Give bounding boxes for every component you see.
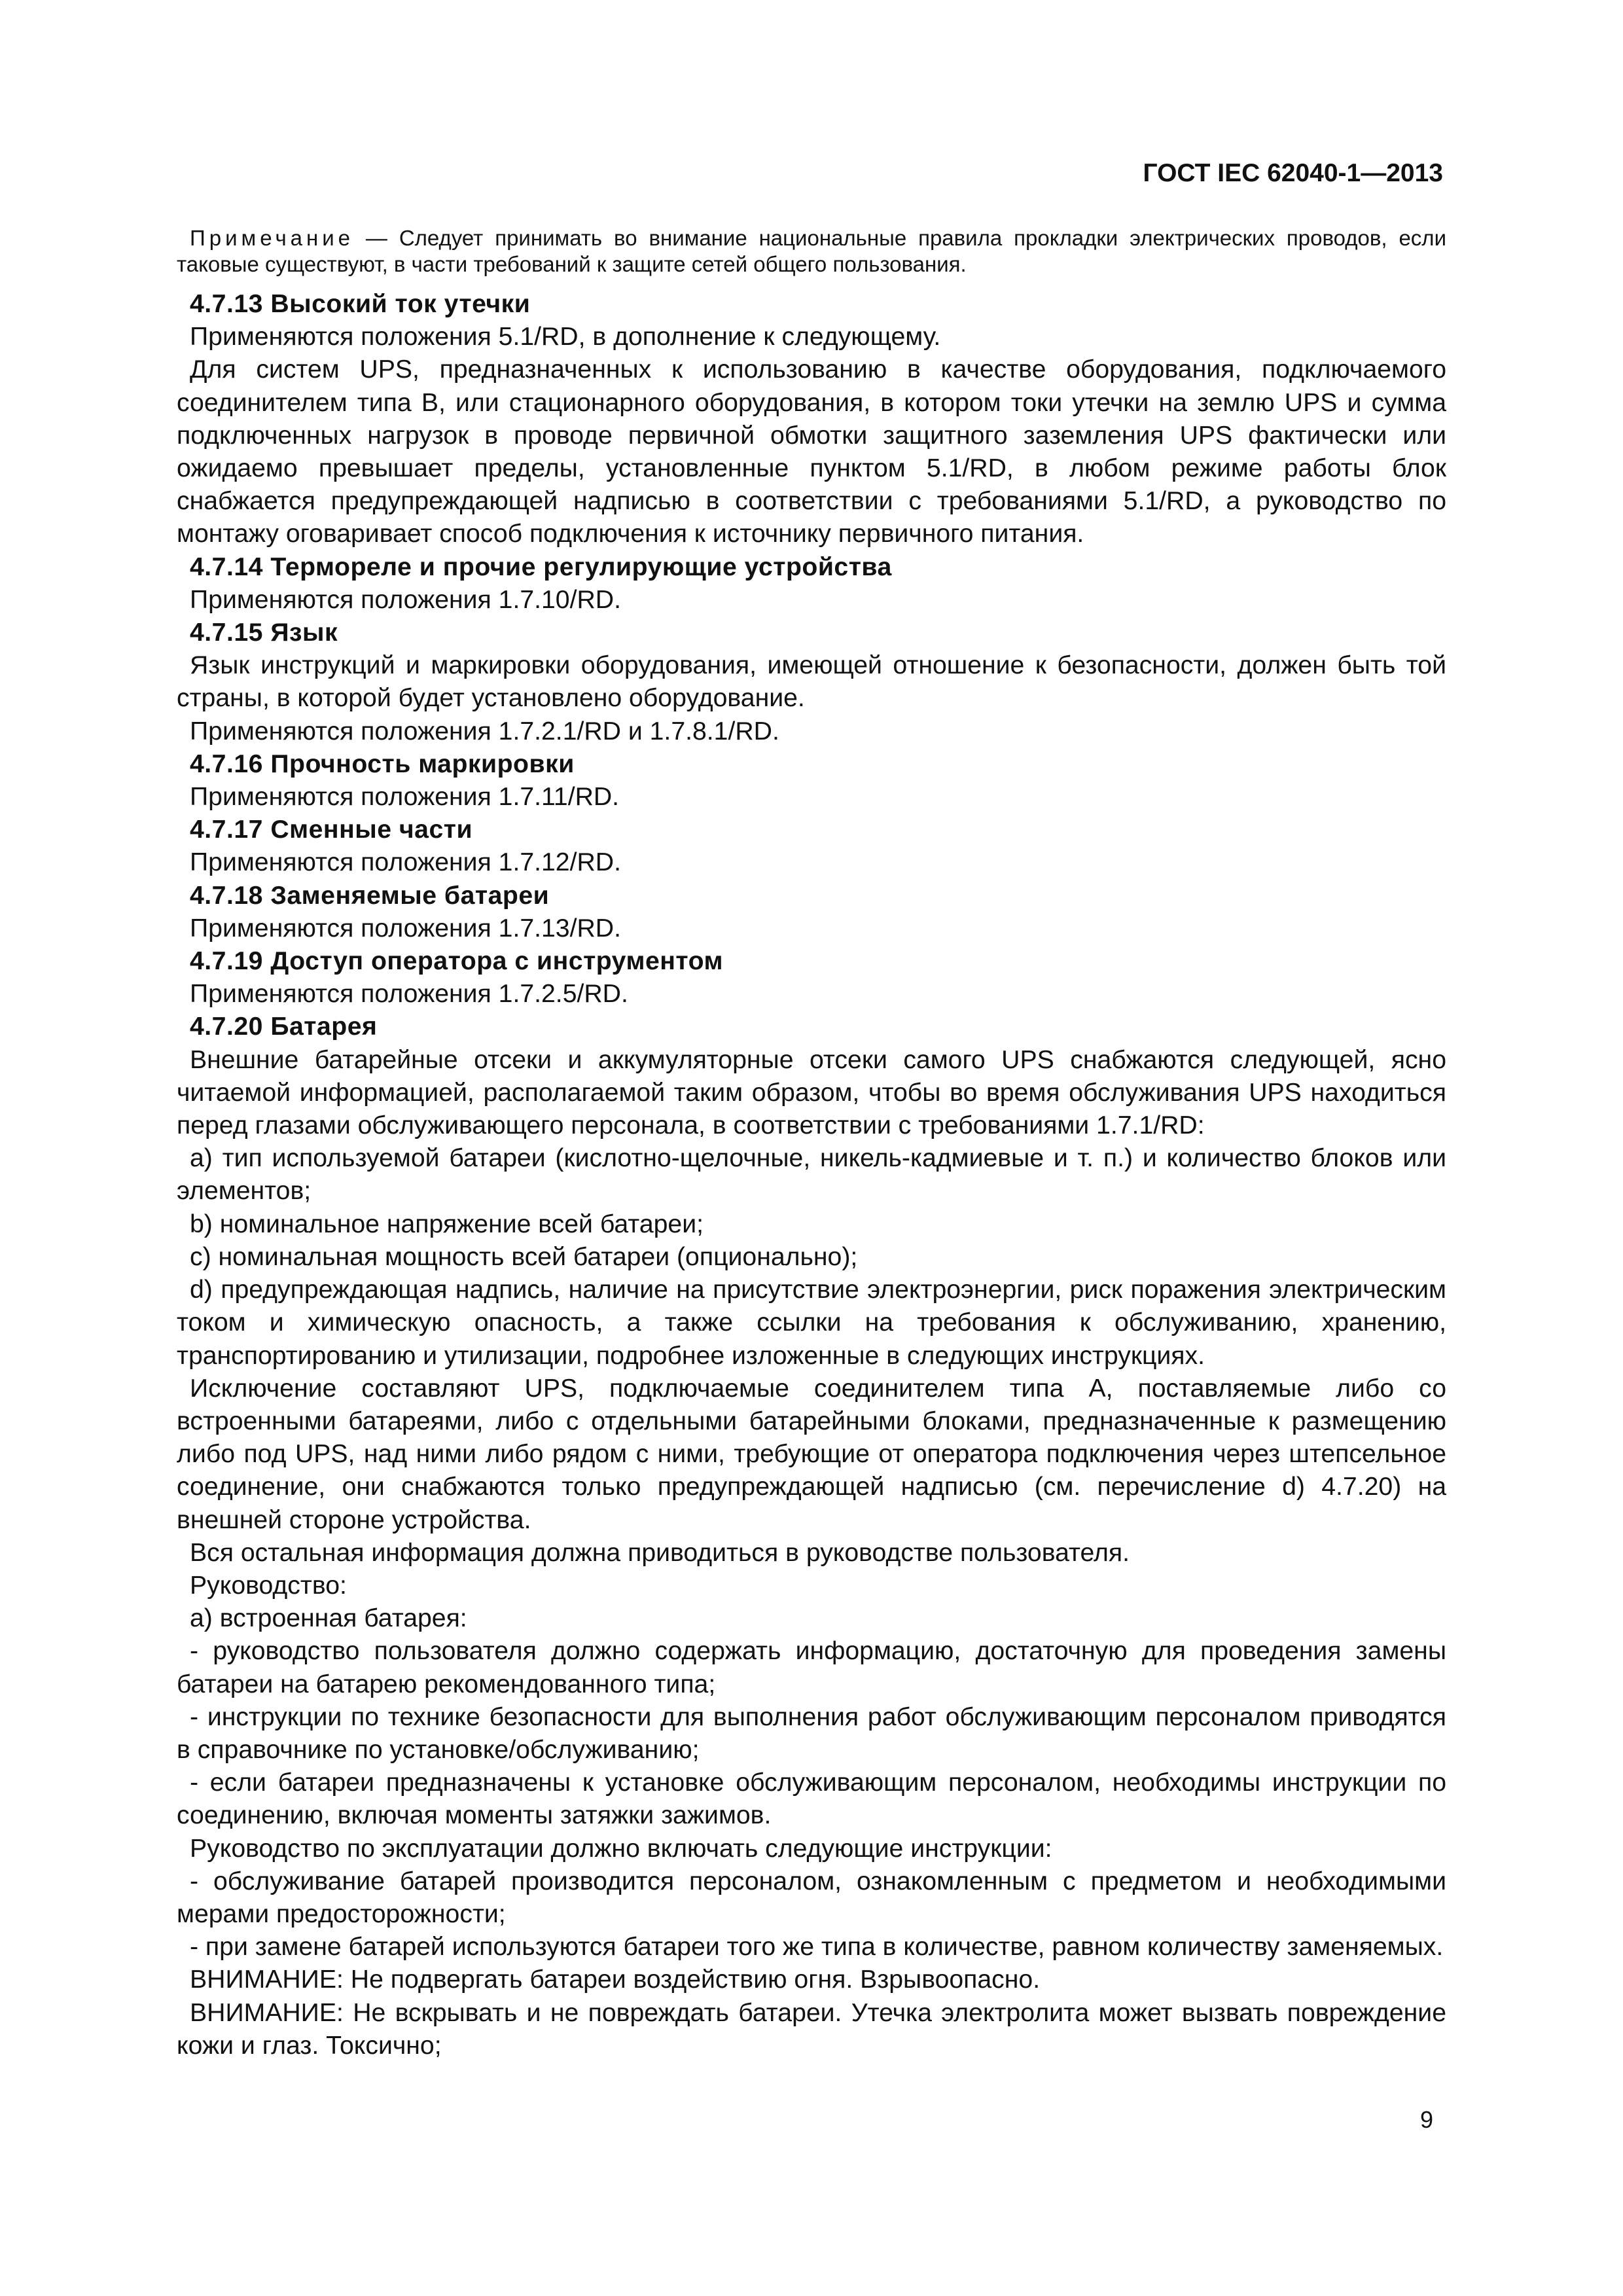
list-item: - обслуживание батарей производится персоналом, ознакомленным с предметом и необходимыми мерами предосторожности; — [177, 1867, 1446, 1928]
section-heading: 4.7.19 Доступ оператора с инструментом — [190, 947, 723, 976]
list-item: c) номинальная мощность всей батареи (опционально); — [190, 1242, 858, 1271]
paragraph: Внешние батарейные отсеки и аккумуляторные отсеки самого UPS снабжаются следующей, ясно читаемой информацией, располагаемой таким образом, чтобы во время обслуживания UPS находиться перед глазами обслуживающего персонала, в соответствии с требованиями 1.7.1/RD: — [177, 1045, 1446, 1140]
list-item: - если батареи предназначены к установке обслуживающим персоналом, необходимы инструкции по соединению, включая моменты затяжки зажимов. — [177, 1768, 1446, 1830]
paragraph: Применяются положения 1.7.13/RD. — [190, 914, 621, 942]
paragraph: Применяются положения 1.7.10/RD. — [190, 585, 621, 614]
paragraph: Руководство по эксплуатации должно включать следующие инструкции: — [190, 1834, 1052, 1863]
note-label: Примечание — [190, 226, 355, 250]
section-heading: 4.7.14 Термореле и прочие регулирующие устройства — [190, 552, 892, 581]
paragraph: Применяются положения 1.7.2.5/RD. — [190, 980, 628, 1009]
list-item: b) номинальное напряжение всей батареи; — [190, 1210, 704, 1238]
section-heading: 4.7.13 Высокий ток утечки — [190, 290, 531, 318]
paragraph: Применяются положения 1.7.11/RD. — [190, 783, 620, 812]
paragraph: Применяются положения 5.1/RD, в дополнение к следующему. — [190, 323, 941, 351]
list-item: - при замене батарей используются батареи того же типа в количестве, равном количеству заменяемых. — [190, 1933, 1444, 1962]
paragraph: Применяются положения 1.7.12/RD. — [190, 848, 621, 877]
note-text: — Следует принимать во внимание национальные правила прокладки электрических проводов, если таковые существуют, в части требований к защите сетей общего пользования. — [177, 226, 1446, 276]
list-item: - инструкции по технике безопасности для выполнения работ обслуживающим персоналом приводятся в справочнике по установке/обслуживанию; — [177, 1702, 1446, 1764]
section-heading: 4.7.16 Прочность маркировки — [190, 749, 575, 778]
list-item: a) тип используемой батареи (кислотно-щелочные, никель-кадмиевые и т. п.) и количество блоков или элементов; — [177, 1144, 1446, 1206]
section-heading: 4.7.17 Сменные части — [190, 816, 473, 844]
paragraph: Применяются положения 1.7.2.1/RD и 1.7.8.1/RD. — [190, 717, 779, 745]
paragraph: Вся остальная информация должна приводиться в руководстве пользователя. — [190, 1538, 1130, 1567]
paragraph: Исключение составляют UPS, подключаемые соединителем типа А, поставляемые либо со встроенными батареями, либо с отдельными батарейными блоками, предназначенные к размещению либо под UPS, над ними либо рядом с ними, требующие от оператора подключения через штепсельное соединение, они снабжаются только предупреждающей надписью (см. перечисление d) 4.7.20) на внешней стороне устройства. — [177, 1374, 1446, 1534]
list-item: a) встроенная батарея: — [190, 1604, 467, 1633]
warning-paragraph: ВНИМАНИЕ: Не вскрывать и не повреждать батареи. Утечка электролита может вызвать повреждение кожи и глаз. Токсично; — [177, 1998, 1446, 2060]
note-paragraph — [177, 225, 1446, 278]
section-heading: 4.7.18 Заменяемые батареи — [190, 881, 550, 910]
list-item: - руководство пользователя должно содержать информацию, достаточную для проведения замены батареи на батарею рекомендованного типа; — [177, 1637, 1446, 1698]
warning-paragraph: ВНИМАНИЕ: Не подвергать батареи воздействию огня. Взрывоопасно. — [190, 1965, 1041, 1994]
list-item: d) предупреждающая надпись, наличие на присутствие электроэнергии, риск поражения электрическим током и химическую опасность, а также ссылки на требования к обслуживанию, хранению, транспортированию и утилизации, подробнее изложенные в следующих инструкциях. — [177, 1276, 1446, 1370]
paragraph: Руководство: — [190, 1571, 347, 1600]
page-number: 9 — [1419, 2106, 1433, 2133]
section-heading: 4.7.20 Батарея — [190, 1013, 378, 1041]
page-header-title: ГОСТ IEC 62040-1—2013 — [1143, 159, 1443, 187]
section-heading: 4.7.15 Язык — [190, 619, 338, 647]
document-body — [177, 225, 1446, 2062]
paragraph: Язык инструкций и маркировки оборудования, имеющей отношение к безопасности, должен быть той страны, в которой будет установлено оборудование. — [177, 651, 1446, 713]
paragraph: Для систем UPS, предназначенных к использованию в качестве оборудования, подключаемого соединителем типа В, или стационарного оборудования, в котором токи утечки на землю UPS и сумма подключенных нагрузок в проводе первичной обмотки защитного заземления UPS фактически или ожидаемо превышает пределы, установленные пунктом 5.1/RD, в любом режиме работы блок снабжается предупреждающей надписью в соответствии с требованиями 5.1/RD, а руководство по монтажу оговаривает способ подключения к источнику первичного питания. — [177, 355, 1446, 548]
